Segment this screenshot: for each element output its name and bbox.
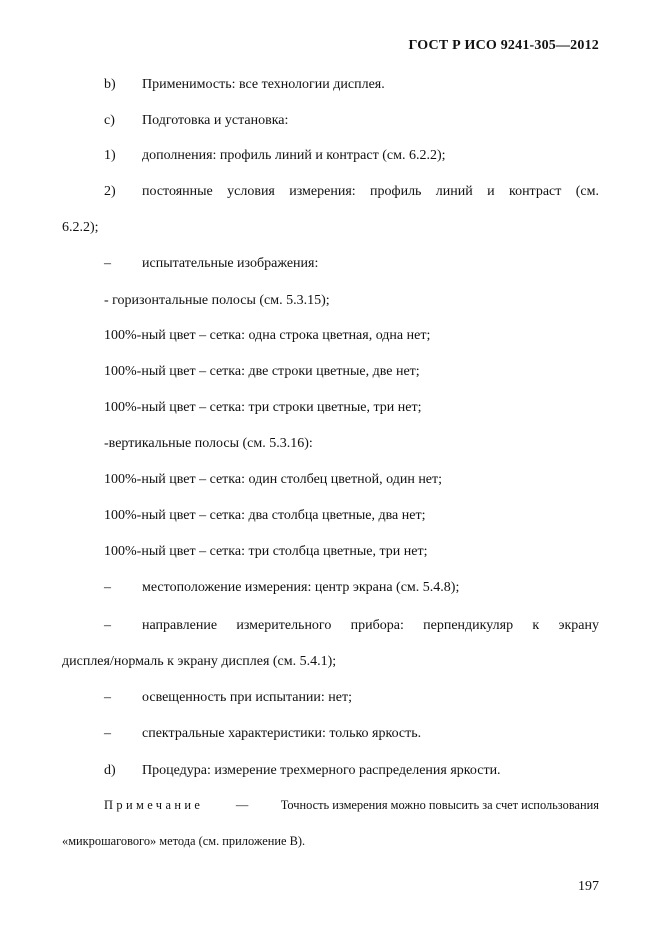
page-number: 197 bbox=[578, 879, 599, 894]
list-marker: 2) bbox=[104, 184, 116, 199]
list-text: Процедура: измерение трехмерного распределения яркости. bbox=[142, 763, 501, 778]
list-text: дополнения: профиль линий и контраст (см. 6.2.2); bbox=[142, 148, 446, 163]
list-text: местоположение измерения: центр экрана (см. 5.4.8); bbox=[142, 580, 460, 595]
list-marker: 1) bbox=[104, 148, 116, 163]
list-marker: d) bbox=[104, 763, 116, 778]
text-line: 100%-ный цвет – сетка: два столбца цветные, два нет; bbox=[104, 508, 426, 523]
list-text: освещенность при испытании: нет; bbox=[142, 690, 353, 705]
list-marker: – bbox=[104, 580, 111, 595]
list-text: испытательные изображения: bbox=[142, 256, 319, 271]
text-line: 100%-ный цвет – сетка: три столбца цветные, три нет; bbox=[104, 544, 428, 559]
list-marker: – bbox=[104, 690, 111, 705]
document-header: ГОСТ Р ИСО 9241-305—2012 bbox=[408, 38, 599, 53]
list-marker: – bbox=[104, 726, 111, 741]
list-text-continuation: 6.2.2); bbox=[62, 220, 99, 235]
note-continuation: «микрошагового» метода (см. приложение В). bbox=[62, 834, 306, 848]
note-dash: — bbox=[235, 798, 249, 812]
list-text: постоянные условия измерения: профиль линий и контраст (см. bbox=[142, 184, 599, 199]
note-label: Примечание bbox=[104, 798, 204, 812]
list-text-continuation: дисплея/нормаль к экрану дисплея (см. 5.4.1); bbox=[62, 654, 337, 669]
list-text: направление измерительного прибора: перпендикуляр к экрану bbox=[142, 618, 599, 633]
list-text: спектральные характеристики: только яркость. bbox=[142, 726, 422, 741]
list-marker: – bbox=[104, 256, 111, 271]
list-marker: – bbox=[104, 618, 111, 633]
list-marker: c) bbox=[104, 113, 115, 128]
list-text: Подготовка и установка: bbox=[142, 113, 289, 128]
text-line: -вертикальные полосы (см. 5.3.16): bbox=[104, 436, 313, 451]
text-line: 100%-ный цвет – сетка: одна строка цветная, одна нет; bbox=[104, 328, 431, 343]
text-line: 100%-ный цвет – сетка: две строки цветные, две нет; bbox=[104, 364, 420, 379]
text-line: 100%-ный цвет – сетка: один столбец цветной, один нет; bbox=[104, 472, 443, 487]
list-text: Применимость: все технологии дисплея. bbox=[142, 77, 385, 92]
text-line: 100%-ный цвет – сетка: три строки цветные, три нет; bbox=[104, 400, 422, 415]
note bbox=[104, 798, 599, 813]
list-marker: b) bbox=[104, 77, 116, 92]
note-text: Точность измерения можно повысить за счет использования bbox=[280, 798, 599, 812]
text-line: - горизонтальные полосы (см. 5.3.15); bbox=[104, 293, 330, 308]
